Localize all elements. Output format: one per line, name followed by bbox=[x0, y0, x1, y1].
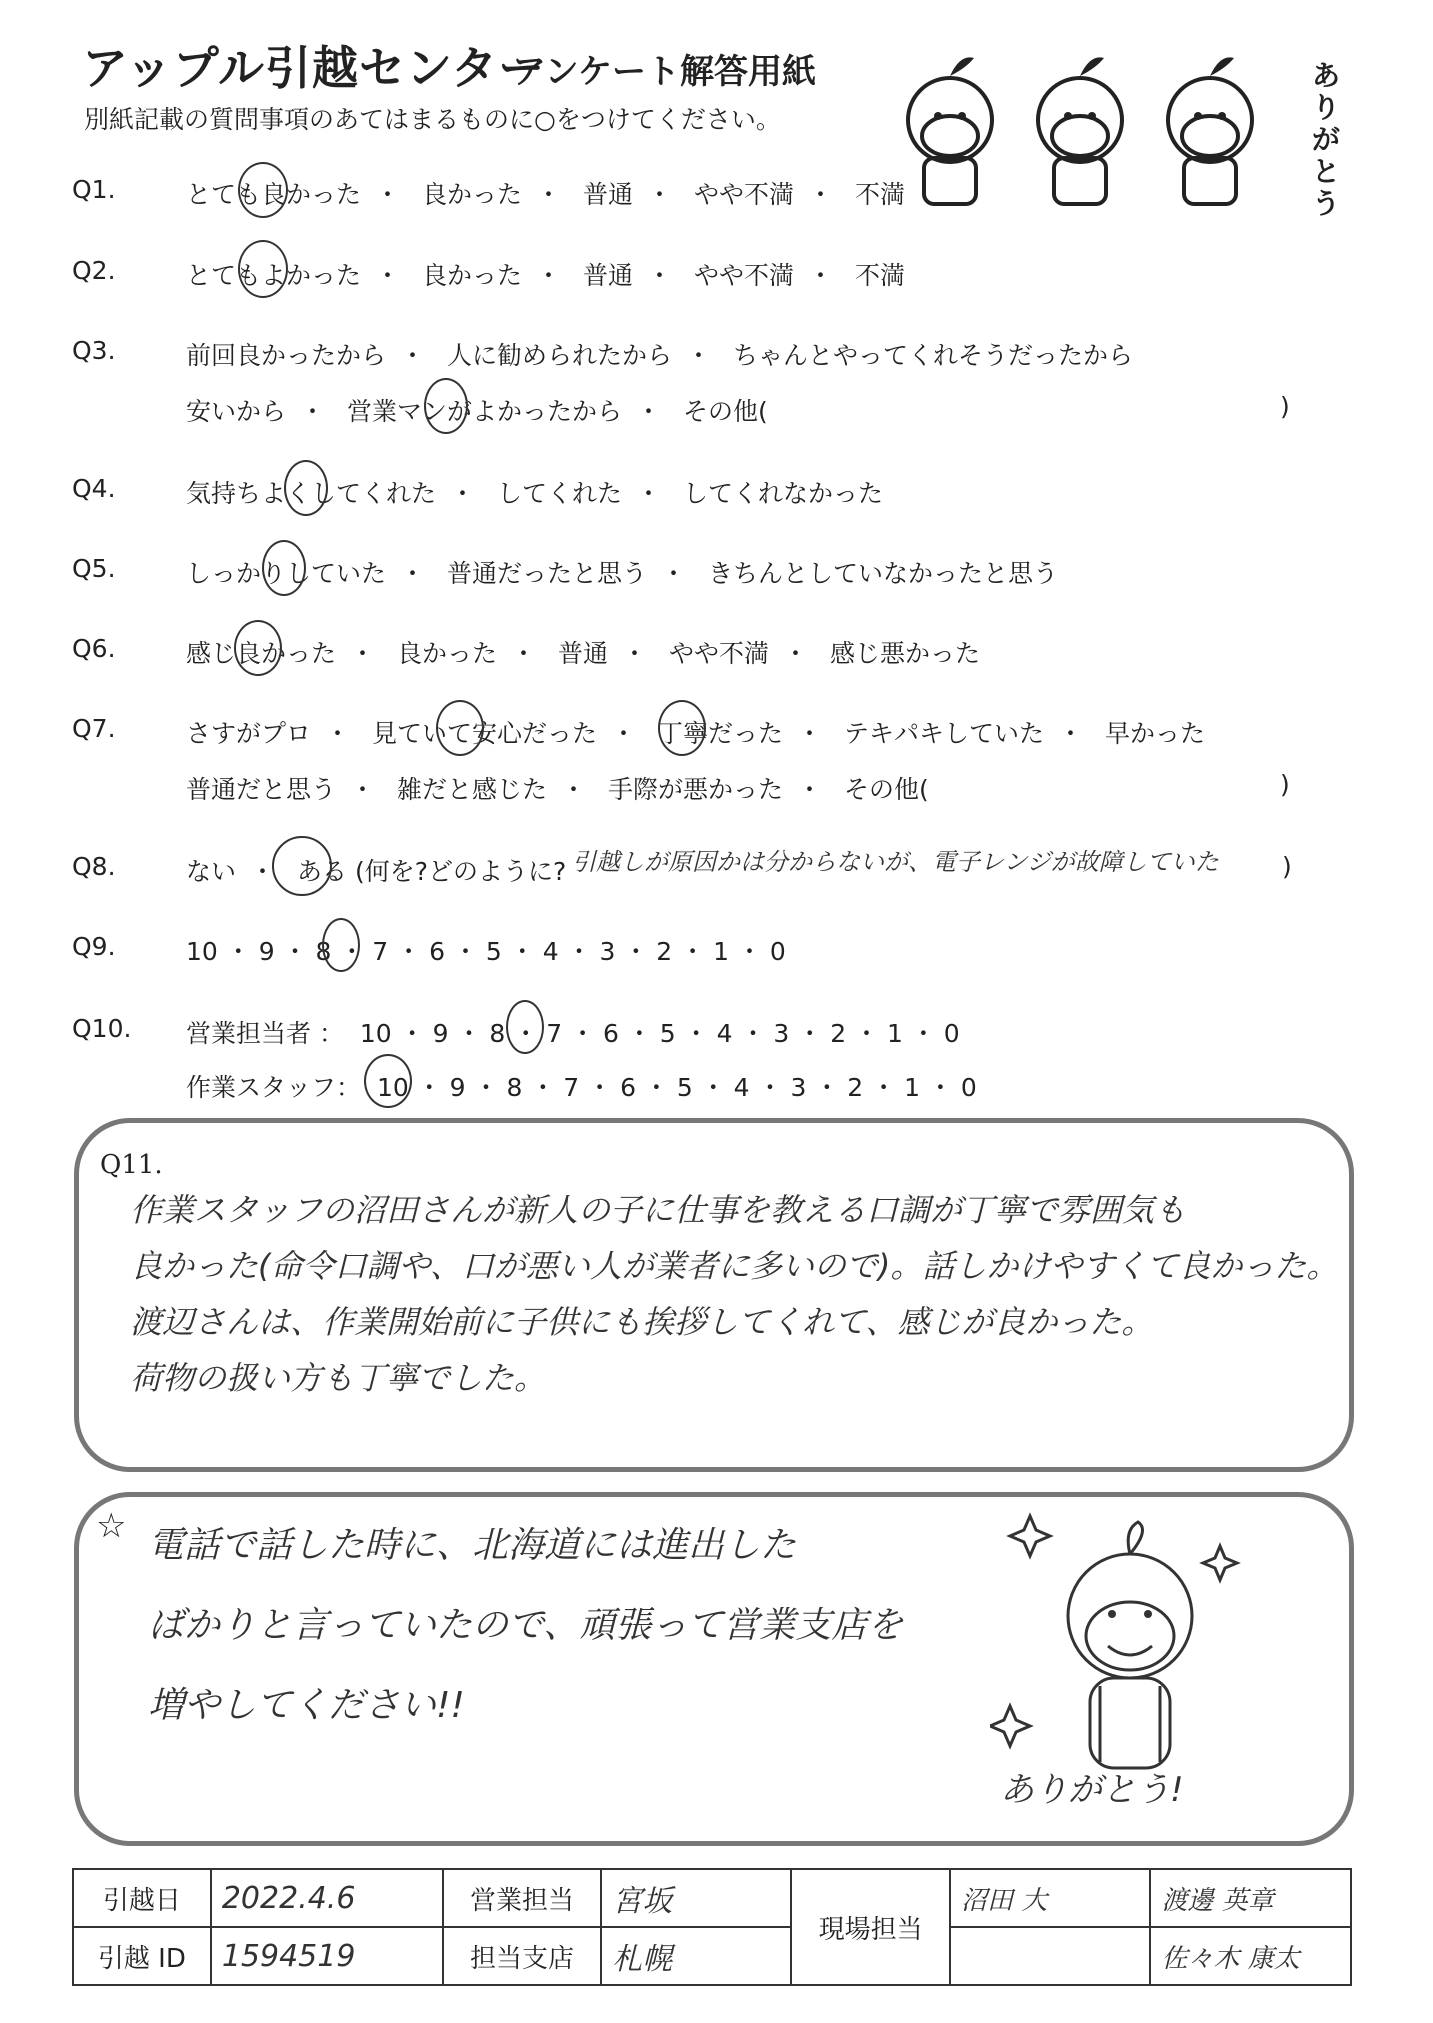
q5-answer-circle bbox=[262, 540, 306, 596]
q7-option-3[interactable]: 丁寧だった bbox=[657, 719, 783, 748]
q7-option-1[interactable]: さすがプロ bbox=[186, 719, 312, 748]
site-staff-label: 現場担当 bbox=[791, 1869, 950, 1985]
q10-sales-label: 営業担当者 ： bbox=[186, 1019, 344, 1048]
q7-options-line2: 普通だと思う ・ 雑だと感じた ・ 手際が悪かった ・ その他( bbox=[186, 775, 929, 804]
q9-answer-circle bbox=[322, 918, 360, 972]
q7-option-2[interactable]: 見ていて安心だった bbox=[371, 719, 597, 748]
q8-label: Q8. bbox=[72, 852, 116, 881]
q6-answer-circle bbox=[234, 620, 282, 676]
instruction-text: 別紙記載の質問事項のあてはまるものに○をつけてください。 bbox=[84, 105, 781, 134]
q6-option-5[interactable]: 感じ悪かった bbox=[829, 639, 980, 668]
q5-option-2[interactable]: 普通だったと思う bbox=[446, 559, 647, 588]
q2-label: Q2. bbox=[72, 256, 116, 285]
site-staff-2[interactable]: 渡邊 英章 bbox=[1150, 1869, 1351, 1927]
q6-option-2[interactable]: 良かった bbox=[396, 639, 497, 668]
q7-close-paren: ) bbox=[1280, 770, 1290, 799]
q1-option-3[interactable]: 普通 bbox=[582, 180, 633, 209]
q11-label: Q11. bbox=[100, 1150, 163, 1180]
q1-label: Q1. bbox=[72, 175, 116, 204]
sales-staff-value[interactable]: 宮坂 bbox=[601, 1869, 791, 1927]
sales-staff-label: 営業担当 bbox=[443, 1869, 602, 1927]
q7-option-4[interactable]: テキパキしていた bbox=[843, 719, 1044, 748]
q2-options: とてもよかった ・ 良かった ・ 普通 ・ やや不満 ・ 不満 bbox=[186, 261, 905, 290]
q8-option-yes[interactable]: ある bbox=[296, 857, 347, 886]
q10-sales-row bbox=[186, 1014, 960, 1050]
site-staff-3[interactable]: 佐々木 康太 bbox=[1150, 1927, 1351, 1985]
site-staff-1[interactable]: 沼田 大 bbox=[950, 1869, 1150, 1927]
star-icon: ☆ bbox=[96, 1506, 127, 1546]
q4-option-1[interactable]: 気持ちよくしてくれた bbox=[186, 479, 437, 508]
q3-option-4[interactable]: 安いから bbox=[186, 397, 287, 426]
q7-answer-circle-2 bbox=[658, 700, 706, 756]
q11-line-1: 作業スタッフの沼田さんが新人の子に仕事を教える口調が丁寧で雰囲気も bbox=[130, 1191, 1187, 1229]
q6-option-3[interactable]: 普通 bbox=[557, 639, 608, 668]
q4-option-3[interactable]: してくれなかった bbox=[682, 479, 883, 508]
q9-label: Q9. bbox=[72, 932, 116, 961]
q3-option-5[interactable]: 営業マンがよかったから bbox=[346, 397, 622, 426]
q3-options-line2: 安いから ・ 営業マンがよかったから ・ その他( bbox=[186, 397, 768, 426]
q10-staff-row bbox=[186, 1068, 977, 1104]
q7-option-other[interactable]: その他( bbox=[843, 775, 929, 804]
thanks-vertical-text: ありがとう bbox=[1312, 59, 1341, 220]
q1-answer-circle bbox=[238, 162, 288, 218]
q5-option-3[interactable]: きちんとしていなかったと思う bbox=[707, 559, 1058, 588]
q1-option-2[interactable]: 良かった bbox=[421, 180, 522, 209]
q7-option-7[interactable]: 雑だと感じた bbox=[396, 775, 547, 804]
thanks-handwritten: ありがとう! bbox=[1000, 1770, 1184, 1810]
q10-staff-label: 作業スタッフ： bbox=[186, 1073, 362, 1102]
q11-line-2: 良かった(命令口調や、口が悪い人が業者に多いので)。話しかけやすくて良かった。 bbox=[130, 1247, 1339, 1285]
company-title: アップル引越センター bbox=[82, 41, 546, 95]
q1-options: とても良かった ・ 良かった ・ 普通 ・ やや不満 ・ 不満 bbox=[186, 180, 905, 209]
q8-options: ない ・ ある (何を?どのように? bbox=[186, 857, 567, 886]
q1-option-4[interactable]: やや不満 bbox=[693, 180, 794, 209]
q10-sales-scale[interactable]: 10 ・ 9 ・ 8 ・ 7 ・ 6 ・ 5 ・ 4 ・ 3 ・ 2 ・ 1 ・ 0 bbox=[359, 1019, 960, 1048]
q6-options: 感じ良かった ・ 良かった ・ 普通 ・ やや不満 ・ 感じ悪かった bbox=[186, 639, 980, 668]
move-id-label: 引越 ID bbox=[73, 1927, 211, 1985]
q5-options: しっかりしていた ・ 普通だったと思う ・ きちんとしていなかったと思う bbox=[186, 559, 1058, 588]
q5-option-1[interactable]: しっかりしていた bbox=[186, 559, 387, 588]
q8-prompt: (何を?どのように? bbox=[354, 857, 567, 886]
q3-option-3[interactable]: ちゃんとやってくれそうだったから bbox=[732, 341, 1133, 370]
form-subtitle: アンケート解答用紙 bbox=[512, 52, 816, 92]
q2-option-2[interactable]: 良かった bbox=[421, 261, 522, 290]
q3-answer-circle bbox=[424, 378, 468, 434]
q2-option-4[interactable]: やや不満 bbox=[693, 261, 794, 290]
q3-label: Q3. bbox=[72, 336, 116, 365]
q6-label: Q6. bbox=[72, 634, 116, 663]
hand-drawn-monkey-illustration bbox=[990, 1506, 1250, 1806]
q2-option-1[interactable]: とてもよかった bbox=[186, 261, 362, 290]
q11-line-3: 渡辺さんは、作業開始前に子供にも挨拶してくれて、感じが良かった。 bbox=[130, 1303, 1154, 1341]
branch-value[interactable]: 札幌 bbox=[601, 1927, 791, 1985]
site-staff-empty-cell bbox=[950, 1927, 1150, 1985]
q7-option-8[interactable]: 手際が悪かった bbox=[607, 775, 783, 804]
q1-option-5[interactable]: 不満 bbox=[854, 180, 905, 209]
q8-close-paren: ) bbox=[1282, 852, 1292, 881]
q8-answer-circle bbox=[272, 836, 332, 896]
q4-answer-circle bbox=[284, 460, 328, 516]
q7-answer-circle-1 bbox=[436, 700, 484, 756]
q10-staff-scale[interactable]: 10 ・ 9 ・ 8 ・ 7 ・ 6 ・ 5 ・ 4 ・ 3 ・ 2 ・ 1 ・ 0 bbox=[376, 1073, 977, 1102]
q4-option-2[interactable]: してくれた bbox=[496, 479, 622, 508]
q2-option-3[interactable]: 普通 bbox=[582, 261, 633, 290]
move-id-value[interactable]: 1594519 bbox=[211, 1927, 443, 1985]
q1-option-1[interactable]: とても良かった bbox=[186, 180, 362, 209]
q3-option-1[interactable]: 前回良かったから bbox=[186, 341, 387, 370]
q3-options-line1: 前回良かったから ・ 人に勧められたから ・ ちゃんとやってくれそうだったから bbox=[186, 341, 1133, 370]
free-comment-line-2: ばかりと言っていたので、頑張って営業支店を bbox=[148, 1605, 904, 1646]
q8-handwritten-answer[interactable]: 引越しが原因かは分からないが、電子レンジが故障していた bbox=[572, 848, 1219, 876]
branch-label: 担当支店 bbox=[443, 1927, 602, 1985]
q6-option-1[interactable]: 感じ良かった bbox=[186, 639, 337, 668]
q3-option-2[interactable]: 人に勧められたから bbox=[446, 341, 672, 370]
q5-label: Q5. bbox=[72, 554, 116, 583]
q8-option-none[interactable]: ない bbox=[186, 857, 237, 886]
q7-options-line1: さすがプロ ・ 見ていて安心だった ・ 丁寧だった ・ テキパキしていた ・ 早かった bbox=[186, 719, 1205, 748]
move-date-label: 引越日 bbox=[73, 1869, 211, 1927]
move-date-value[interactable]: 2022.4.6 bbox=[211, 1869, 443, 1927]
q11-line-4: 荷物の扱い方も丁寧でした。 bbox=[130, 1359, 547, 1397]
q2-answer-circle bbox=[238, 240, 288, 298]
q2-option-5[interactable]: 不満 bbox=[854, 261, 905, 290]
free-comment-line-1: 電話で話した時に、北海道には進出した bbox=[148, 1525, 797, 1566]
q4-options: 気持ちよくしてくれた ・ してくれた ・ してくれなかった bbox=[186, 479, 883, 508]
q10-label: Q10. bbox=[72, 1014, 132, 1043]
monkey-mascots-illustration bbox=[880, 40, 1300, 210]
q10-staff-answer-circle bbox=[364, 1054, 412, 1108]
move-info-table bbox=[72, 1868, 1352, 1986]
q9-scale[interactable]: 10 ・ 9 ・ 8 ・ 7 ・ 6 ・ 5 ・ 4 ・ 3 ・ 2 ・ 1 ・ 0 bbox=[186, 937, 786, 966]
q6-option-4[interactable]: やや不満 bbox=[668, 639, 769, 668]
q7-option-6[interactable]: 普通だと思う bbox=[186, 775, 337, 804]
q7-label: Q7. bbox=[72, 714, 116, 743]
q4-label: Q4. bbox=[72, 474, 116, 503]
q10-sales-answer-circle bbox=[506, 1000, 544, 1054]
q3-close-paren: ) bbox=[1280, 392, 1290, 421]
q7-option-5[interactable]: 早かった bbox=[1104, 719, 1205, 748]
q3-option-other[interactable]: その他( bbox=[682, 397, 768, 426]
free-comment-line-3: 増やしてください!! bbox=[148, 1685, 465, 1726]
